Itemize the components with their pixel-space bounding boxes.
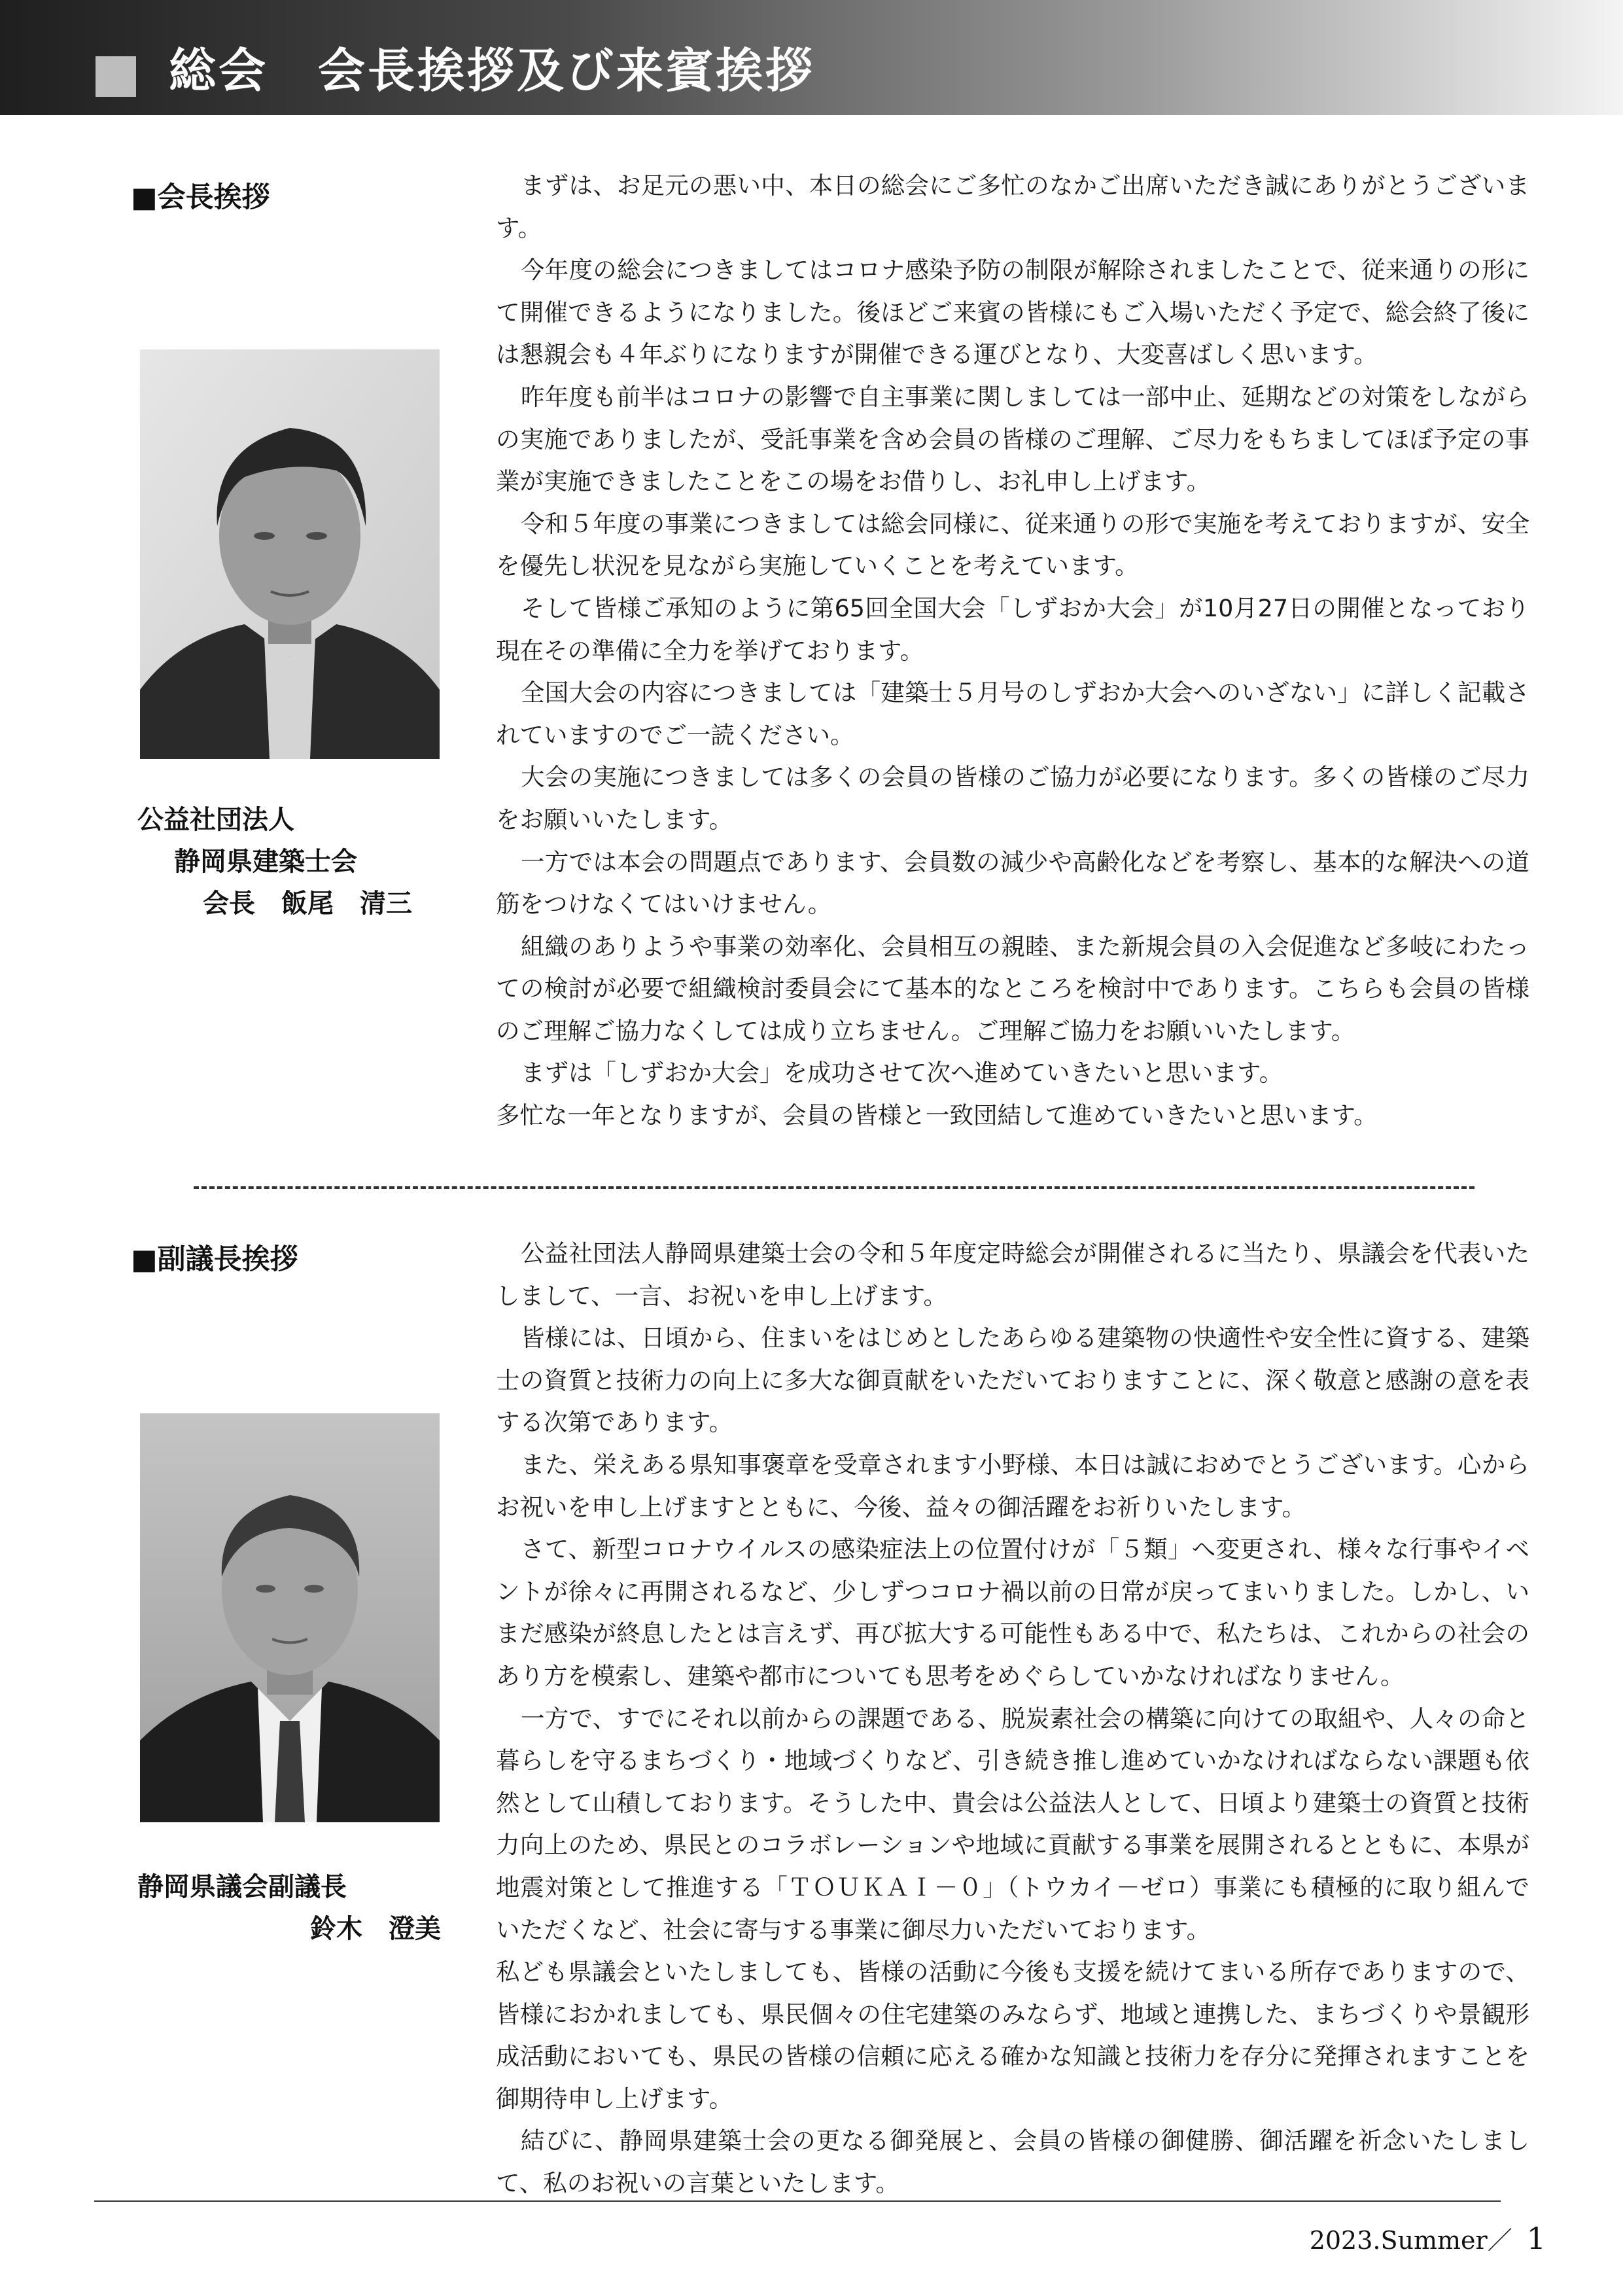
president-paragraph: そして皆様ご承知のように第65回全国大会「しずおか大会」が10月27日の開催となっており現在その準備に全力を挙げております。 bbox=[496, 593, 1529, 665]
vice-chair-paragraph: さて、新型コロナウイルスの感染症法上の位置付けが「５類」へ変更され、様々な行事やイベントが徐々に再開されるなど、少しずつコロナ禍以前の日常が戻ってまいりました。しかし、いまだ感染が終息したとは言えず、再び拡大する可能性もある中で、私たちは、これからの社会のあり方を模索し、建築や都市についても思考をめぐらしていかなければなりません。 bbox=[496, 1535, 1529, 1690]
president-paragraph: 昨年度も前半はコロナの影響で自主事業に関しましては一部中止、延期などの対策をしながらの実施でありましたが、受託事業を含め会員の皆様のご理解、ご尽力をもちましてほぼ予定の事業が実施できましたことをこの場をお借りし、お礼申し上げます。 bbox=[496, 382, 1529, 496]
section-divider bbox=[194, 1186, 1475, 1189]
vice-chair-message bbox=[496, 1233, 1529, 2205]
page-title: 総会 会長挨拶及び来賓挨拶 bbox=[169, 43, 816, 98]
president-paragraph: 組織のありようや事業の効率化、会員相互の親睦、また新規会員の入会促進など多岐にわたっての検討が必要で組織検討委員会にて基本的なところを検討中であります。こちらも会員の皆様のご理解ご協力なくしては成り立ちません。ご理解ご協力をお願いいたします。 bbox=[496, 932, 1529, 1045]
president-section-heading: ■会長挨拶 bbox=[131, 181, 270, 214]
vice-chair-paragraph: 一方で、すでにそれ以前からの課題である、脱炭素社会の構築に向けての取組や、人々の命と暮らしを守るまちづくり・地域づくりなど、引き続き推し進めていかなければならない課題も依然として山積しております。そうした中、貴会は公益法人として、日頃より建築士の資質と技術力向上のため、県民とのコラボレーションや地域に貢献する事業を展開されるとともに、本県が地震対策として推進する「ＴＯＵＫＡＩ－０」（トウカイ－ゼロ）事業にも積極的に取り組んでいただくなど、社会に寄与する事業に御尽力いただいております。 bbox=[496, 1704, 1529, 1944]
header-banner bbox=[0, 0, 1623, 115]
president-paragraph: 一方では本会の問題点であります、会員数の減少や高齢化などを考察し、基本的な解決への道筋をつけなくてはいけません。 bbox=[496, 847, 1529, 919]
page-number: 1 bbox=[1526, 2221, 1546, 2256]
vice-chair-paragraph: また、栄えある県知事褒章を受章されます小野様、本日は誠におめでとうございます。心からお祝いを申し上げますとともに、今後、益々の御活躍をお祈りいたします。 bbox=[496, 1450, 1529, 1521]
footer-issue: 2023.Summer／ bbox=[1309, 2226, 1512, 2255]
vice-chair-name: 鈴木 澄美 bbox=[310, 1914, 441, 1944]
president-paragraph: 大会の実施につきましては多くの会員の皆様のご協力が必要になります。多くの皆様のご尽力をお願いいたします。 bbox=[496, 763, 1529, 834]
footer-rule bbox=[94, 2200, 1501, 2202]
vice-chair-paragraph: 結びに、静岡県建築士会の更なる御発展と、会員の皆様の御健勝、御活躍を祈念いたしまして、私のお祝いの言葉といたします。 bbox=[496, 2127, 1529, 2198]
president-paragraph: 今年度の総会につきましてはコロナ感染予防の制限が解除されましたことで、従来通りの形にて開催できるようになりました。後ほどご来賓の皆様にもご入場いただく予定で、総会終了後には懇親会も４年ぶりになりますが開催できる運びとなり、大変喜ばしく思います。 bbox=[496, 256, 1529, 369]
president-paragraph: まずは、お足元の悪い中、本日の総会にご多忙のなかご出席いただき誠にありがとうございます。 bbox=[496, 171, 1529, 242]
vice-chair-paragraph: 公益社団法人静岡県建築士会の令和５年度定時総会が開催されるに当たり、県議会を代表いたしまして、一言、お祝いを申し上げます。 bbox=[496, 1239, 1529, 1310]
header-square-icon bbox=[96, 56, 136, 97]
president-paragraph: まずは「しずおか大会」を成功させて次へ進めていきたいと思います。 bbox=[521, 1059, 1283, 1087]
president-name: 会長 飯尾 清三 bbox=[203, 889, 412, 919]
president-paragraph: 令和５年度の事業につきましては総会同様に、従来通りの形で実施を考えておりますが、安全を優先し状況を見ながら実施していくことを考えています。 bbox=[496, 509, 1529, 580]
vice-chair-section-heading: ■副議長挨拶 bbox=[131, 1243, 298, 1276]
president-message bbox=[496, 165, 1529, 1137]
vice-chair-org: 静岡県議会副議長 bbox=[137, 1872, 347, 1902]
president-org-line1: 公益社団法人 bbox=[137, 805, 294, 835]
president-org-line2: 静岡県建築士会 bbox=[174, 847, 357, 877]
vice-chair-paragraph: 私ども県議会といたしましても、皆様の活動に今後も支援を続けてまいる所存でありますので、皆様におかれましても、県民個々の住宅建築のみならず、地域と連携した、まちづくりや景観形成活動においても、県民の皆様の信頼に応える確かな知識と技術力を存分に発揮されますことを御期待申し上げます。 bbox=[496, 1958, 1529, 2113]
vice-chair-paragraph: 皆様には、日頃から、住まいをはじめとしたあらゆる建築物の快適性や安全性に資する、建築士の資質と技術力の向上に多大な御貢献をいただいておりますことに、深く敬意と感謝の意を表する次第であります。 bbox=[496, 1324, 1529, 1437]
president-paragraph: 全国大会の内容につきましては「建築士５月号のしずおか大会へのいざない」に詳しく記載されていますのでご一読ください。 bbox=[496, 679, 1529, 749]
vice-chair-photo bbox=[140, 1413, 440, 1822]
president-photo bbox=[140, 349, 440, 759]
footer bbox=[1309, 2221, 1546, 2256]
president-paragraph: 多忙な一年となりますが、会員の皆様と一致団結して進めていきたいと思います。 bbox=[496, 1101, 1378, 1130]
